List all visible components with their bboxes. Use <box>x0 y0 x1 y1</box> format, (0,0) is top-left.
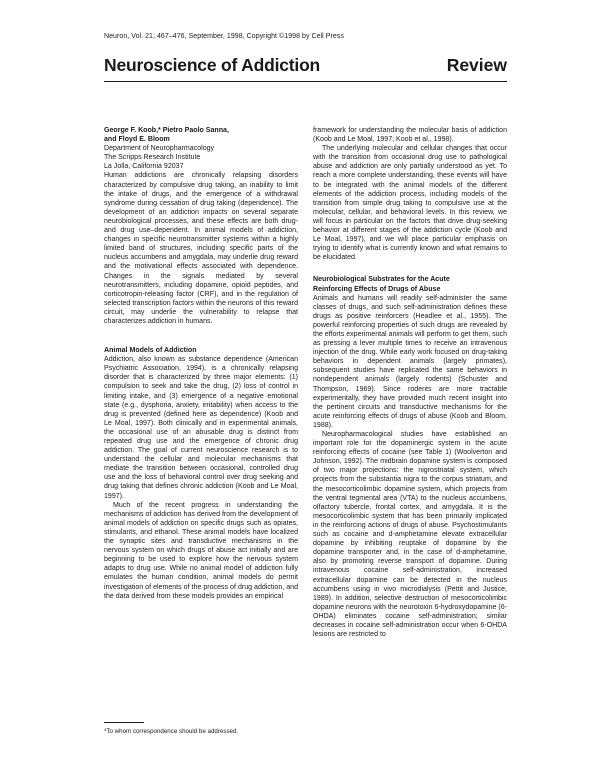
affiliation-institute: The Scripps Research Institute <box>104 154 201 162</box>
substrates-paragraph-2: Neuropharmacological studies have established an important role for the dopaminergic system in the acute reinforcing effects of cocaine (see Table 1) (Woolverton and Johnson, 1992). The midbrain dopamine system is composed of two major projections: the nigrostriatal system, which projects from the substantia nigra to the corpus striatum, and the mesocorticolimbic dopamine system, which projects from the ventral tegmental area (VTA) to the nucleus accumbens, olfactory tubercle, frontal cortex, and amygdala. It is the mesocorticolimbic system that has been primarily implicated in the reinforcing actions of drugs of abuse. Psychostimulants such as cocaine and d-amphetamine elevate extracellular dopamine by inhibiting reuptake of dopamine by the dopamine transporter and, in the case of d-amphetamine, also by promoting reverse transport of dopamine. During intravenous cocaine self-administration, increased extracellular dopamine can be detected in the nucleus accumbens using in vivo microdialysis (Pettit and Justice, 1989). In addition, selective destruction of mesocorticolimbic dopamine neurons with the neurotoxin 6-hydroxydopamine (6-OHDA) eliminates cocaine self-administration; similar decreases in cocaine self-administration occur when 6-OHDA lesions are restricted to <box>313 431 507 639</box>
section-label: Review <box>446 55 507 75</box>
running-head: Neuron, Vol. 21, 467–476, September, 1998, Copyright ©1998 by Cell Press <box>104 33 344 40</box>
animal-models-paragraph-2-cont: framework for understanding the molecular basis of addiction (Koob and Le Moal, 1997; Koob et al., 1998). <box>313 127 507 144</box>
title-rule <box>104 81 507 82</box>
affiliation-dept: Department of Neuropharmacology <box>104 145 215 153</box>
substrates-paragraph-1: Animals and humans will readily self-administer the same classes of drugs, and such self-administration defines these drugs as positive reinforcers (Headlee et al., 1955). The powerful reinforcing properties of such drugs are revealed by the efforts experimental animals will perform to get them, such as pressing a lever multiple times to receive an intravenous injection of the drug. While early work focused on drug-taking behaviors in dependent animals (largely primates), subsequent studies have replicated the same behaviors in nondependent animals (largely rodents) (Schuster and Thompson, 1969). Since rodents are more tractable experimentally, they have provided much recent insight into the pertinent circuits and transductive mechanisms for the acute reinforcing effects of drugs of abuse (Koob and Bloom, 1988). <box>313 294 507 429</box>
heading-animal-models: Animal Models of Addiction <box>104 347 197 355</box>
authors-line-2: and Floyd E. Bloom <box>104 136 170 144</box>
left-column <box>104 126 298 601</box>
heading-substrates-line-2: Reinforcing Effects of Drugs of Abuse <box>313 285 441 293</box>
abstract: Human addictions are chronically relapsing disorders characterized by compulsive drug taking, an inability to limit the intake of drugs, and the emergence of a withdrawal syndrome during cessation of drug taking (dependence). The development of an addiction impacts on several separate neurobiological processes, and these effects are both drug- and drug use–dependent. In animal models of addiction, changes in specific neurotransmitter systems within a highly limited band of structures, including specific parts of the nucleus accumbens and amygdala, may underlie drug reward and the motivational effects associated with dependence. Changes in the signals mediated by several neurotransmitters, including dopamine, opioid peptides, and corticotropin-releasing factor (CRF), and in the regulation of selected transcription factors within the neurons of this reward circuit, may underlie the vulnerability to relapse that characterizes addiction in humans. <box>104 172 298 325</box>
animal-models-paragraph-1: Addiction, also known as substance dependence (American Psychiatric Association, 1994), is a chronically relapsing disorder that is characterized by three major elements: (1) compulsion to seek and take the drug, (2) loss of control in limiting intake, and (3) emergence of a negative emotional state (e.g., dysphoria, anxiety, irritability) when access to the drug is prevented (defined here as dependence) (Koob and Le Moal, 1997). Both clinically and in experimental animals, the occasional use of an abusable drug is distinct from repeated drug use and the emergence of chronic drug addiction. The goal of current neuroscience research is to understand the cellular and molecular mechanisms that mediate the transition between occasional, controlled drug use and the loss of behavioral control over drug seeking and drug taking that defines chronic addiction (Koob and Le Moal, 1997). <box>104 356 298 500</box>
animal-models-paragraph-3: The underlying molecular and cellular changes that occur with the transition from occasional drug use to pathological abuse and addiction are only partially understood as yet. To reach a more complete understanding, these events will have to be integrated with the animal models of the different elements of the addiction process, including models of the transition from simple drug taking to compulsive use at the molecular, cellular, and behavioral levels. In this review, we will focus in particular on the factors that drive drug-seeking behavior at different stages of the addiction cycle (Koob and Le Moal, 1997), and we will place particular emphasis on trying to identify what is currently known and what remains to be elucidated. <box>313 145 507 262</box>
right-column <box>313 126 507 639</box>
section-gap <box>313 262 507 275</box>
article-title: Neuroscience of Addiction <box>104 55 321 75</box>
footnote-rule <box>104 722 144 723</box>
heading-substrates-line-1: Neurobiological Substrates for the Acute <box>313 276 450 284</box>
authors-line-1: George F. Koob,* Pietro Paolo Sanna, <box>104 127 229 134</box>
affiliation-location: La Jolla, California 92037 <box>104 163 184 171</box>
animal-models-paragraph-2: Much of the recent progress in understanding the mechanisms of addiction has derived from the development of animal models of addiction on specific drugs such as opiates, stimulants, and ethanol. These animal models have localized the synaptic sites and transductive mechanisms in the nervous system on which drugs of abuse act initially and are beginning to be used to explore how the nervous system adapts to drug use. While no animal model of addiction fully emulates the human condition, animal models do permit investigation of elements of the process of drug addiction, and the data derived from these models provides an empirical <box>104 501 298 600</box>
footnote: *To whom correspondence should be addressed. <box>104 728 239 735</box>
